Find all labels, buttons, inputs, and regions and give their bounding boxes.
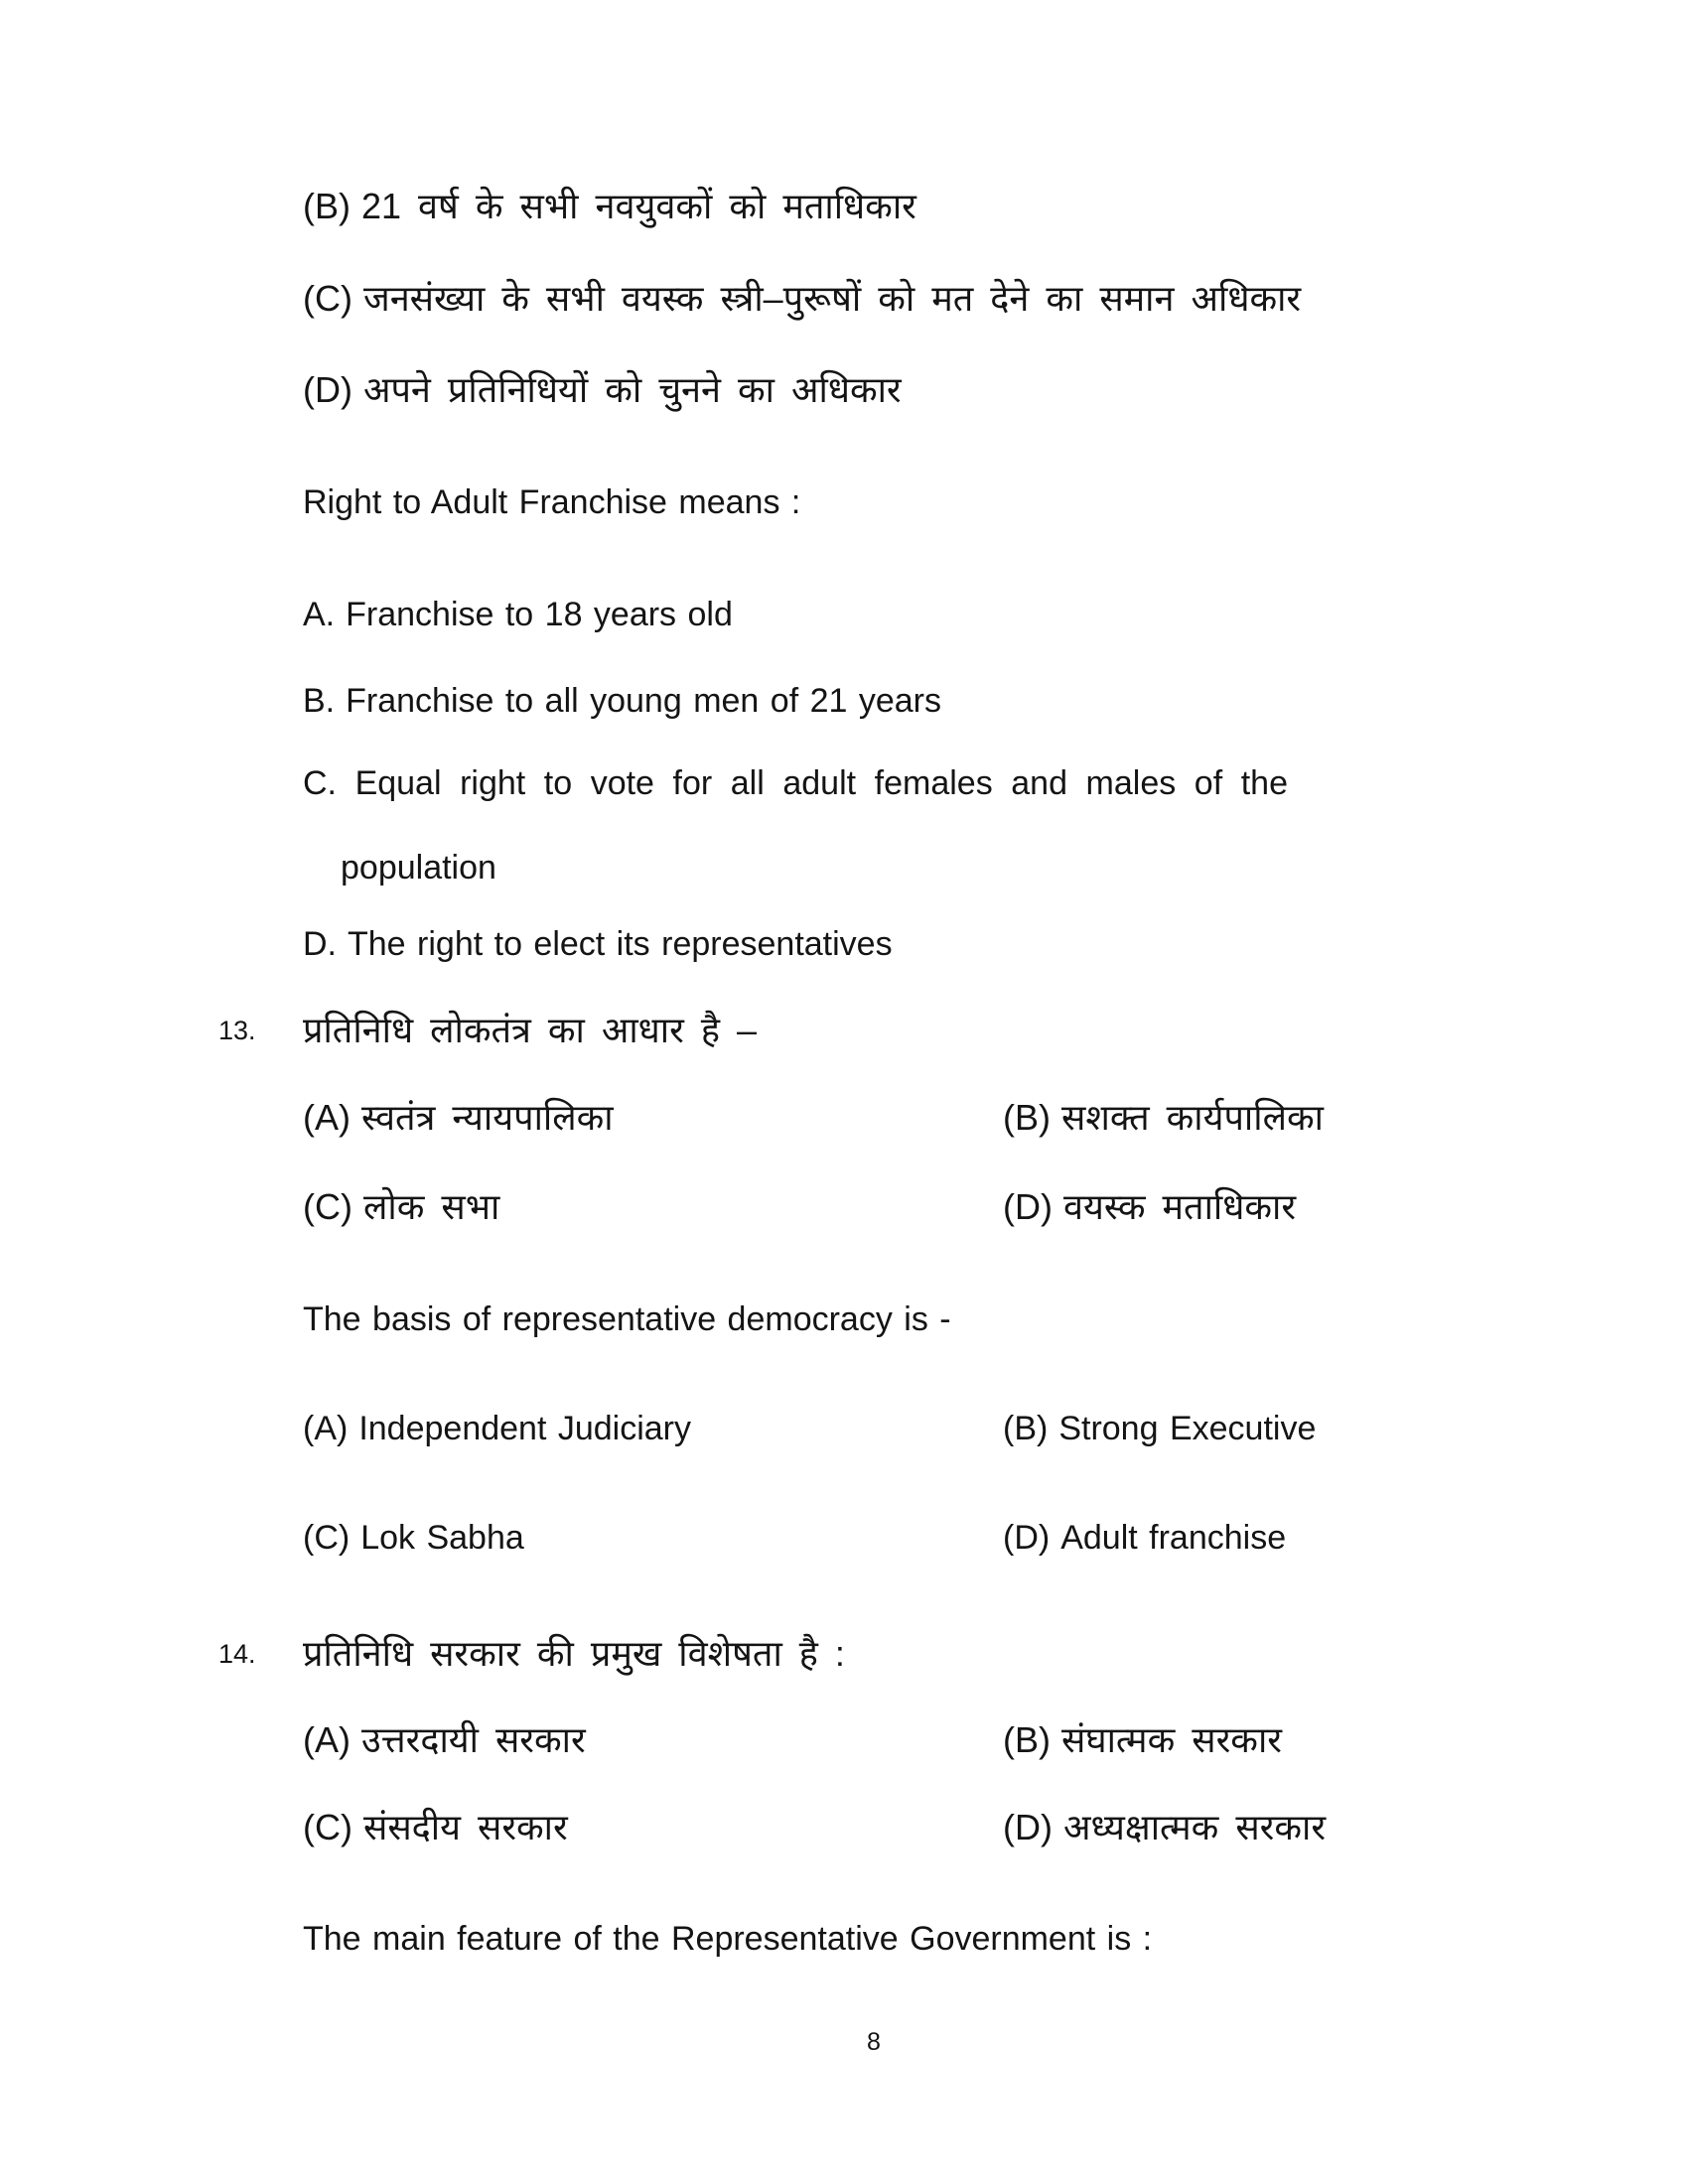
- option-text: Adult franchise: [1060, 1519, 1287, 1557]
- option-label: (C): [303, 1519, 351, 1557]
- option-label: (B): [1003, 1719, 1051, 1760]
- option-label: (A): [303, 1097, 351, 1138]
- option-label: (A): [303, 1719, 351, 1760]
- q13-english-question: The basis of representative democracy is -: [303, 1300, 951, 1338]
- option-text: वयस्क मताधिकार: [1062, 1186, 1297, 1227]
- q12-hindi-option-b: [303, 184, 916, 228]
- option-label: (C): [303, 278, 352, 319]
- option-label: (A): [303, 1410, 349, 1447]
- option-label: (D): [1003, 1519, 1051, 1557]
- option-label: A.: [303, 596, 336, 633]
- option-label: (B): [303, 186, 351, 226]
- option-label: (D): [303, 369, 352, 410]
- option-text: सशक्त कार्यपालिका: [1061, 1097, 1324, 1138]
- option-label: (B): [1003, 1097, 1051, 1138]
- option-text: 21 वर्ष के सभी नवयुवकों को मताधिकार: [361, 186, 916, 226]
- option-label: B.: [303, 682, 336, 720]
- option-text: लोक सभा: [362, 1186, 500, 1227]
- q14-english-question: The main feature of the Representative Government is :: [303, 1920, 1153, 1958]
- option-text: The right to elect its representatives: [348, 925, 893, 963]
- question-text: प्रतिनिधि लोकतंत्र का आधार है –: [303, 1010, 757, 1050]
- q12-english-option-a: [303, 594, 733, 636]
- option-text: Independent Judiciary: [358, 1410, 692, 1447]
- q12-hindi-option-c: [303, 276, 1301, 321]
- option-text: स्वतंत्र न्यायपालिका: [361, 1097, 614, 1138]
- option-label: C.: [303, 764, 337, 802]
- option-text: Franchise to 18 years old: [346, 596, 733, 633]
- q12-english-option-c-line2: population: [341, 849, 496, 887]
- option-label: (C): [303, 1186, 352, 1227]
- page-number: 8: [867, 2028, 881, 2056]
- q12-english-option-b: [303, 680, 941, 723]
- option-text: संसदीय सरकार: [362, 1807, 568, 1847]
- question-number: 13.: [218, 1016, 256, 1045]
- option-label: (D): [1003, 1186, 1053, 1227]
- option-text: जनसंख्या के सभी वयस्क स्त्री–पुरूषों को मत देने का समान अधिकार: [362, 278, 1302, 319]
- option-label: (D): [1003, 1807, 1053, 1847]
- option-text: Equal right to vote for all adult females and males of the: [354, 764, 1288, 802]
- option-label: (B): [1003, 1410, 1049, 1447]
- q12-english-question: Right to Adult Franchise means :: [303, 483, 801, 521]
- option-text: संघात्मक सरकार: [1061, 1719, 1282, 1760]
- option-text: अध्यक्षात्मक सरकार: [1062, 1807, 1327, 1847]
- option-text: Franchise to all young men of 21 years: [346, 682, 941, 720]
- option-text: Lok Sabha: [360, 1519, 524, 1557]
- q12-english-option-d: [303, 923, 893, 966]
- question-text: प्रतिनिधि सरकार की प्रमुख विशेषता है :: [303, 1633, 845, 1674]
- option-label: D.: [303, 925, 337, 963]
- q12-hindi-option-d: [303, 367, 902, 412]
- option-text: अपने प्रतिनिधियों को चुनने का अधिकार: [362, 369, 902, 410]
- option-label: (C): [303, 1807, 352, 1847]
- q12-english-option-c-line1: [303, 762, 1288, 805]
- option-text: उत्तरदायी सरकार: [361, 1719, 586, 1760]
- question-number: 14.: [218, 1639, 256, 1669]
- option-text: Strong Executive: [1058, 1410, 1317, 1447]
